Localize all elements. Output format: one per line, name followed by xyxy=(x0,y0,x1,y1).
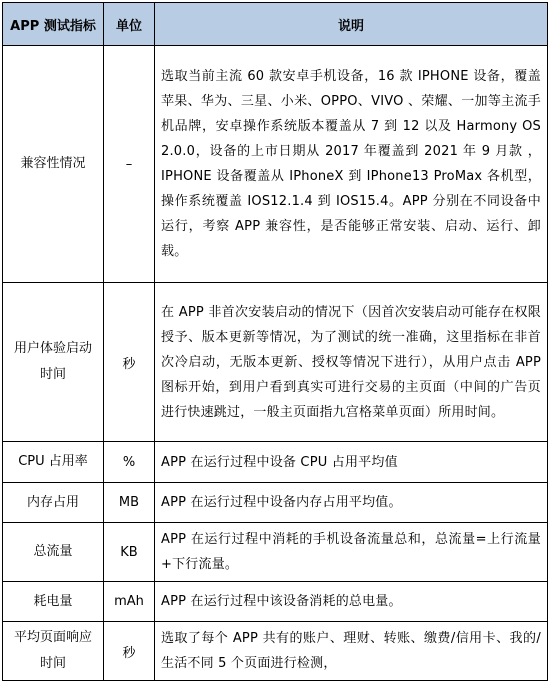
row-description: APP 在运行过程中该设备消耗的总电量。 xyxy=(155,582,548,622)
row-unit: KB xyxy=(104,523,155,582)
table-row xyxy=(3,523,548,582)
row-description: 选取当前主流 60 款安卓手机设备，16 款 IPHONE 设备，覆盖苹果、华为、三星、小米、OPPO、VIVO 、荣耀、一加等主流手机品牌，安卓操作系统版本覆盖从 7 到 12 以及 Harmony OS 2.0.0，设备的上市日期从 2017 年覆盖到 2021 年 9 月款 ，IPHONE 设备覆盖从 IPhoneX 到 IPhone13 ProMax 各机型，操作系统覆盖 IOS12.1.4 到 IOS15.4。APP 分别在不同设备中运行，考察 APP 兼容性，是否能够正常安装、启动、运行、卸载。 xyxy=(155,46,548,283)
row-description: APP 在运行过程中消耗的手机设备流量总和，总流量=上行流量+下行流量。 xyxy=(155,523,548,582)
header-indicator: APP 测试指标 xyxy=(3,3,104,46)
row-indicator: 内存占用 xyxy=(3,483,104,523)
metrics-table xyxy=(2,2,548,681)
row-unit: 秒 xyxy=(104,283,155,442)
row-indicator: 用户体验启动时间 xyxy=(3,283,104,442)
row-unit: mAh xyxy=(104,582,155,622)
row-description: 在 APP 非首次安装启动的情况下（因首次安装启动可能存在权限授予、版本更新等情况，为了测试的统一准确，这里指标在非首次冷启动，无版本更新、授权等情况下进行），从用户点击 APP 图标开始，到用户看到真实可进行交易的主页面（中间的广告页进行快速跳过，一般主页面指九宫格菜单页面）所用时间。 xyxy=(155,283,548,442)
table-header-row xyxy=(3,3,548,46)
table-row xyxy=(3,582,548,622)
table-row xyxy=(3,442,548,483)
row-indicator: 总流量 xyxy=(3,523,104,582)
table-row xyxy=(3,622,548,681)
table-row xyxy=(3,283,548,442)
table-row xyxy=(3,46,548,283)
row-unit: 秒 xyxy=(104,622,155,681)
header-unit: 单位 xyxy=(104,3,155,46)
row-description: APP 在运行过程中设备内存占用平均值。 xyxy=(155,483,548,523)
row-indicator: 平均页面响应时间 xyxy=(3,622,104,681)
row-indicator: 兼容性情况 xyxy=(3,46,104,283)
row-unit: MB xyxy=(104,483,155,523)
table-row xyxy=(3,483,548,523)
row-description: 选取了每个 APP 共有的账户、理财、转账、缴费/信用卡、我的/生活不同 5 个页面进行检测， xyxy=(155,622,548,681)
row-unit: % xyxy=(104,442,155,483)
row-unit: – xyxy=(104,46,155,283)
row-description: APP 在运行过程中设备 CPU 占用平均值 xyxy=(155,442,548,483)
row-indicator: CPU 占用率 xyxy=(3,442,104,483)
metrics-table-container xyxy=(2,2,548,681)
header-description: 说明 xyxy=(155,3,548,46)
row-indicator: 耗电量 xyxy=(3,582,104,622)
